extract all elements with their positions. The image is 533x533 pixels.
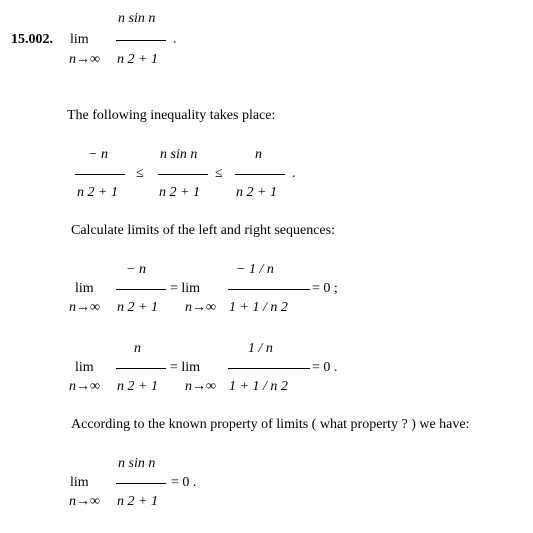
- fraction-bar: [228, 368, 310, 369]
- lim-subscript: n→∞: [69, 494, 100, 509]
- numerator: − 1 / n: [236, 262, 274, 277]
- lim-subscript: n→∞: [185, 379, 216, 394]
- left-denominator: n 2 + 1: [77, 185, 118, 200]
- right-denominator: n 2 + 1: [236, 185, 277, 200]
- numerator: 1 / n: [248, 341, 273, 356]
- denominator: n 2 + 1: [117, 300, 158, 315]
- lim-subscript: n→∞: [69, 300, 100, 315]
- calculate-limits-text: Calculate limits of the left and right sequences:: [71, 223, 335, 238]
- fraction-bar: [116, 289, 166, 290]
- middle-denominator: n 2 + 1: [159, 185, 200, 200]
- numerator: − n: [126, 262, 146, 277]
- punctuation: .: [173, 32, 177, 47]
- limit-result: = 0 .: [312, 360, 338, 375]
- left-numerator: − n: [88, 147, 108, 162]
- lim-label: lim: [70, 32, 89, 47]
- punctuation: .: [292, 166, 296, 181]
- limit-result: = 0 ;: [312, 281, 338, 296]
- less-equal-sign: ≤: [136, 166, 144, 181]
- numerator: n: [134, 341, 141, 356]
- denominator: n 2 + 1: [117, 379, 158, 394]
- fraction-bar: [116, 40, 166, 41]
- equals-lim: = lim: [170, 360, 201, 375]
- lim-subscript: n→∞: [69, 379, 100, 394]
- denominator: n 2 + 1: [117, 494, 158, 509]
- inequality-intro-text: The following inequality takes place:: [67, 108, 276, 123]
- left-fraction-bar: [75, 174, 125, 175]
- middle-fraction-bar: [158, 174, 208, 175]
- denominator: 1 + 1 / n 2: [229, 379, 288, 394]
- right-fraction-bar: [235, 174, 285, 175]
- property-conclusion-text: According to the known property of limits ( what property ? ) we have:: [71, 417, 470, 432]
- lim-label: lim: [75, 360, 94, 375]
- limit-result: = 0 .: [171, 475, 197, 490]
- less-equal-sign: ≤: [215, 166, 223, 181]
- equals-lim: = lim: [170, 281, 201, 296]
- fraction-bar: [116, 368, 166, 369]
- lim-label: lim: [75, 281, 94, 296]
- fraction-denominator: n 2 + 1: [117, 52, 158, 67]
- fraction-numerator: n sin n: [118, 11, 156, 26]
- fraction-bar: [116, 483, 166, 484]
- middle-numerator: n sin n: [160, 147, 198, 162]
- problem-number: 15.002.: [11, 32, 53, 47]
- right-numerator: n: [255, 147, 262, 162]
- fraction-bar: [228, 289, 310, 290]
- numerator: n sin n: [118, 456, 156, 471]
- lim-subscript: n→∞: [185, 300, 216, 315]
- denominator: 1 + 1 / n 2: [229, 300, 288, 315]
- lim-label: lim: [70, 475, 89, 490]
- lim-subscript: n→∞: [69, 52, 100, 67]
